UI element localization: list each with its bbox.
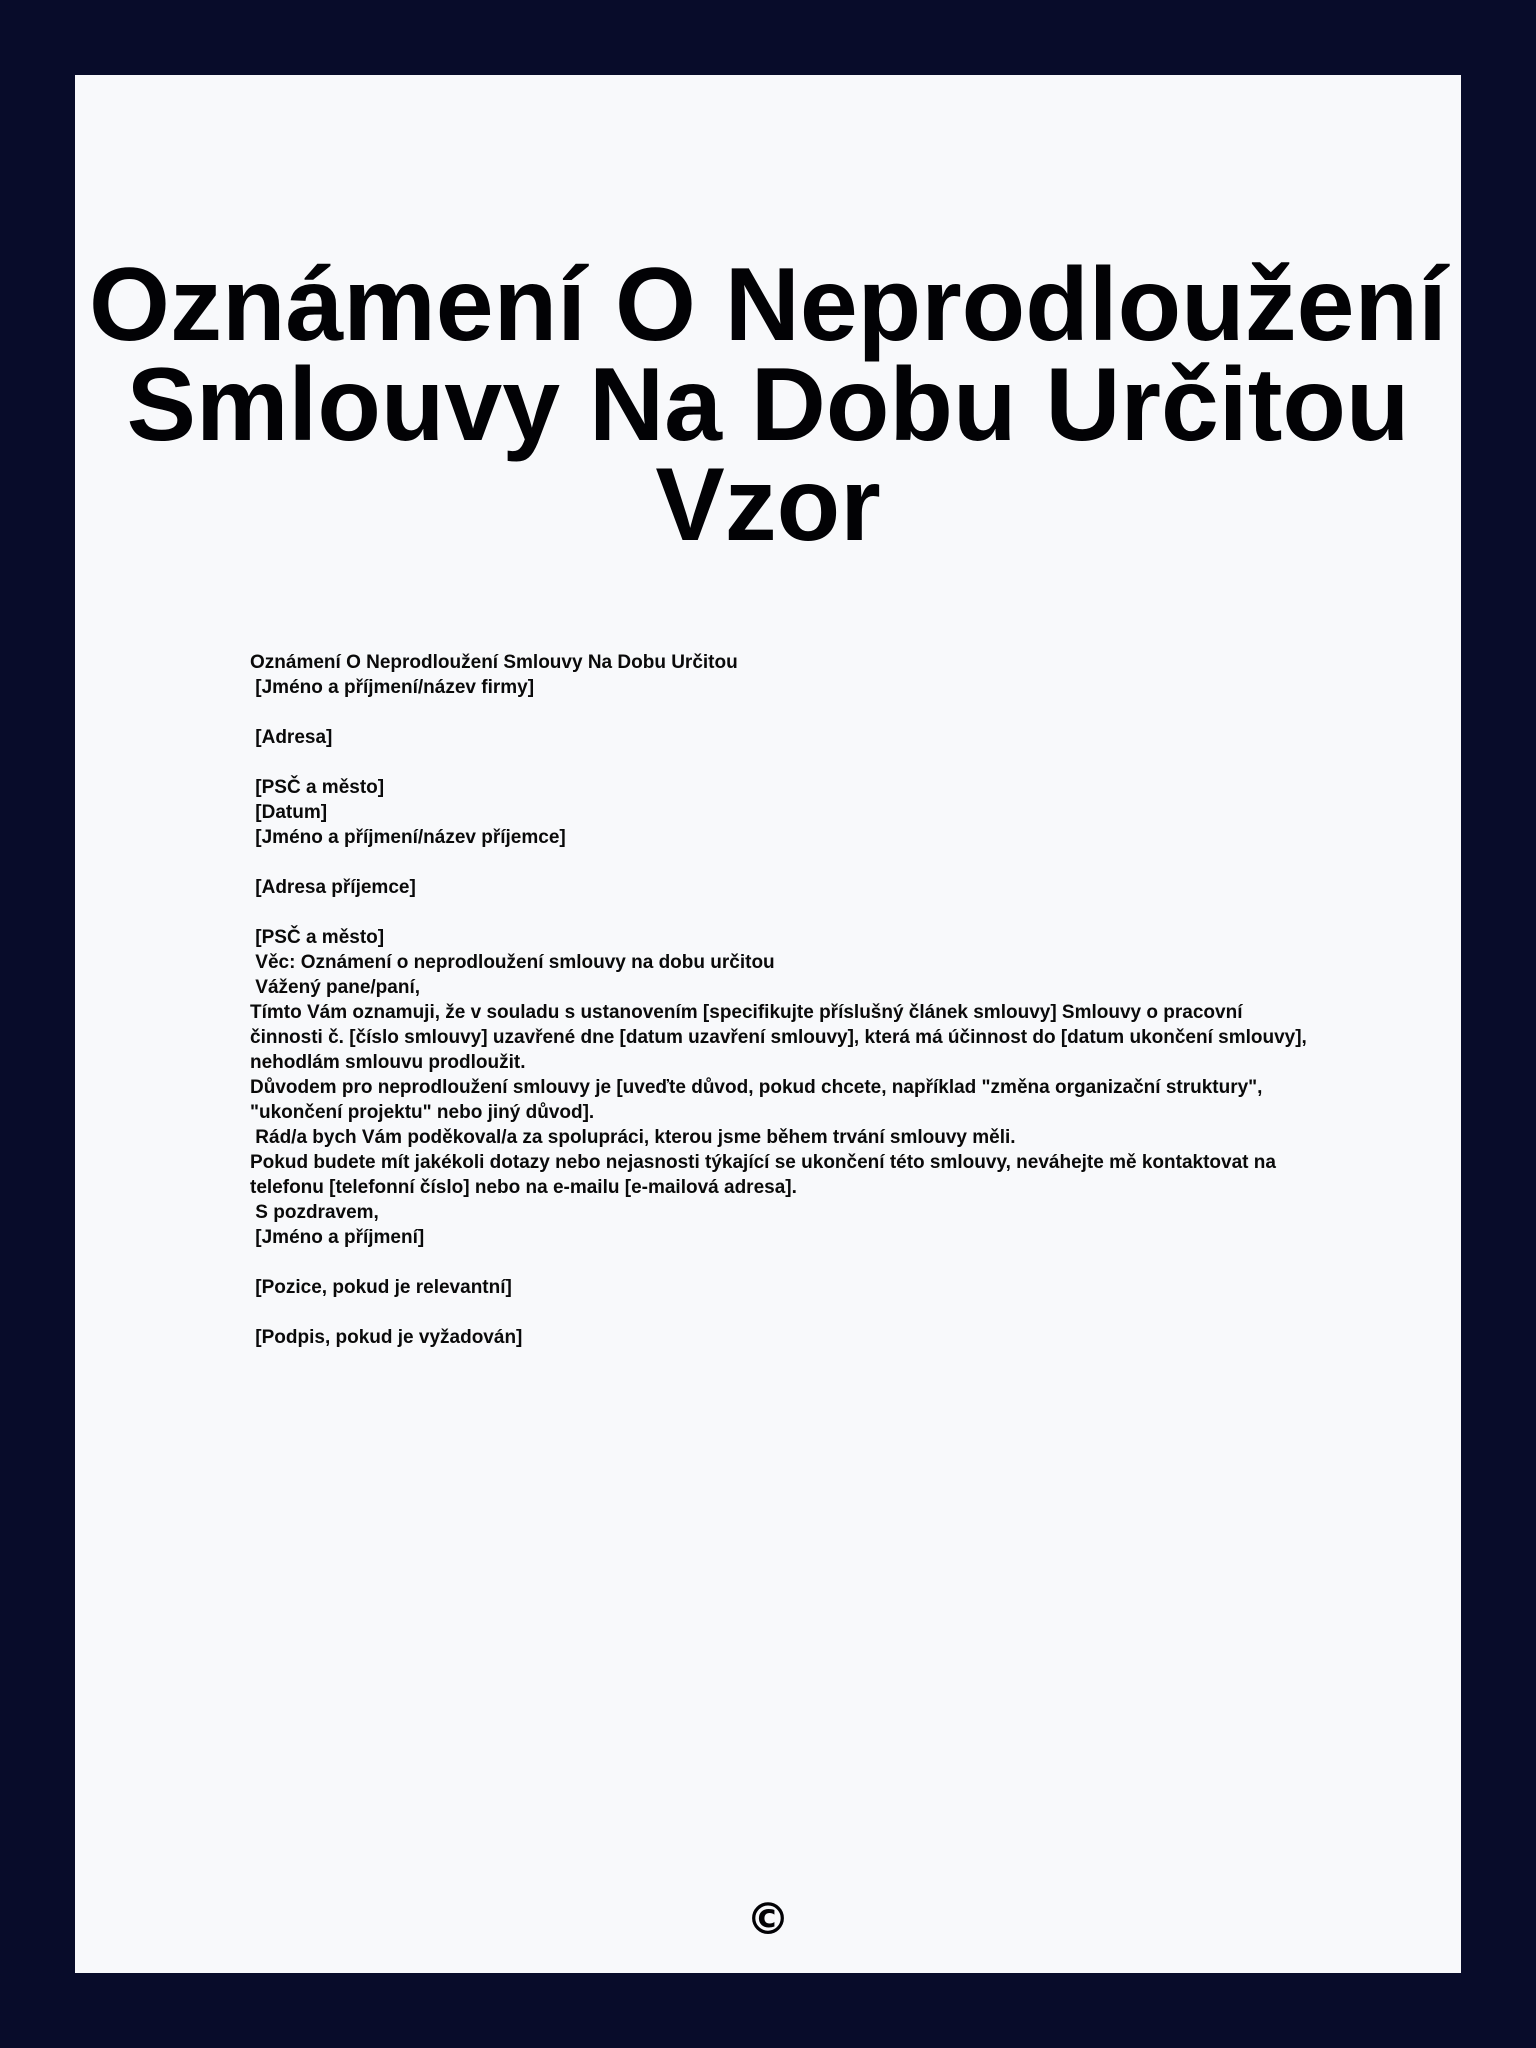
spacer: [250, 1300, 1310, 1325]
sender-name: [Jméno a příjmení/název firmy]: [250, 677, 535, 698]
spacer: [250, 900, 1310, 925]
spacer: [250, 700, 1310, 725]
recipient-city: [PSČ a město]: [250, 927, 385, 948]
spacer: [250, 850, 1310, 875]
letter-paragraph-1: Tímto Vám oznamuji, že v souladu s ustanovením [specifikujte příslušný článek smlouvy] Smlouvy o pracovní činnosti č. [číslo smlouvy] uzavřené dne [datum uzavření smlouvy], která má účinnost do [datum ukončení smlouvy], nehodlám smlouvu prodloužit.: [250, 1002, 1313, 1073]
sender-city: [PSČ a město]: [250, 777, 385, 798]
copyright-icon: ©: [746, 1894, 790, 1945]
letter-date: [Datum]: [250, 802, 328, 823]
letter-paragraph-4: Pokud budete mít jakékoli dotazy nebo nejasnosti týkající se ukončení této smlouvy, neváhejte mě kontaktovat na telefonu [telefonní číslo] nebo na e-mailu [e-mailová adresa].: [250, 1152, 1282, 1198]
page-title: [75, 247, 1461, 563]
letter-subject: Věc: Oznámení o neprodloužení smlouvy na dobu určitou: [250, 952, 775, 973]
page-title-line-1: Oznámení O Neprodloužení: [89, 247, 1447, 363]
letter-body: [250, 650, 1313, 1350]
letter-salutation: Vážený pane/paní,: [250, 977, 421, 998]
signer-position: [Pozice, pokud je relevantní]: [250, 1277, 512, 1298]
letter-paragraph-2: Důvodem pro neprodloužení smlouvy je [uveďte důvod, pokud chcete, například "změna organizační struktury", "ukončení projektu" nebo jiný důvod].: [250, 1077, 1268, 1123]
signer-name: [Jméno a příjmení]: [250, 1227, 425, 1248]
letter-paragraph-3: Rád/a bych Vám poděkoval/a za spolupráci, kterou jsme během trvání smlouvy měli.: [250, 1127, 1016, 1148]
spacer: [250, 750, 1310, 775]
sender-address: [Adresa]: [250, 727, 333, 748]
spacer: [250, 1250, 1310, 1275]
document-page: [75, 75, 1461, 1973]
page-title-line-2: Smlouvy Na Dobu Určitou: [126, 347, 1410, 463]
letter-heading: Oznámení O Neprodloužení Smlouvy Na Dobu Určitou: [250, 652, 738, 673]
recipient-address: [Adresa příjemce]: [250, 877, 416, 898]
page-title-line-3: Vzor: [655, 447, 881, 563]
recipient-name: [Jméno a příjmení/název příjemce]: [250, 827, 566, 848]
letter-closing: S pozdravem,: [250, 1202, 379, 1223]
signature-placeholder: [Podpis, pokud je vyžadován]: [250, 1327, 523, 1348]
